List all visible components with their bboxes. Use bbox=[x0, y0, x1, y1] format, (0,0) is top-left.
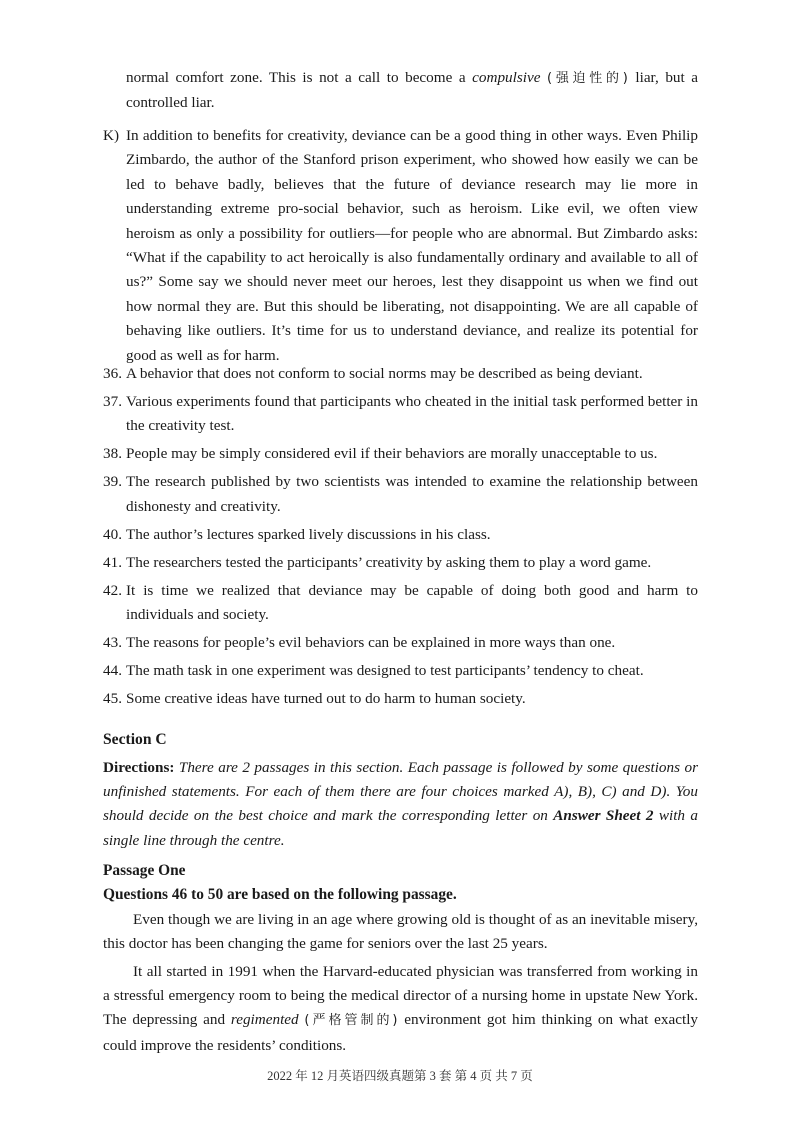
question-text: A behavior that does not conform to social norms may be described as being deviant. bbox=[126, 365, 643, 382]
paragraph-k bbox=[103, 124, 698, 368]
section-c bbox=[103, 728, 698, 1061]
question-text: Some creative ideas have turned out to do harm to human society. bbox=[126, 690, 526, 708]
question-number: 39. bbox=[103, 473, 122, 491]
question-number: 38. bbox=[103, 445, 122, 463]
paragraph-text: environment got him thinking on what exactly could improve the residents’ conditions. bbox=[103, 1011, 699, 1054]
passage-title: Passage One bbox=[103, 861, 186, 879]
question-item bbox=[103, 442, 698, 466]
question-number: 37. bbox=[103, 393, 122, 410]
question-text: It is time we realized that deviance may be capable of doing both good and harm to individuals and society. bbox=[126, 581, 698, 624]
question-number: 42. bbox=[103, 581, 122, 599]
vocab-term: compulsive bbox=[472, 69, 541, 86]
paragraph-label: K) bbox=[103, 127, 120, 144]
passage-subtitle: Questions 46 to 50 are based on the following passage. bbox=[103, 885, 457, 903]
question-item bbox=[103, 631, 698, 655]
continued-paragraph bbox=[126, 66, 698, 116]
directions-text: with a single line through the centre. bbox=[103, 807, 698, 849]
passage-paragraph bbox=[103, 960, 698, 1059]
question-item bbox=[103, 579, 698, 628]
vocab-term: regimented bbox=[230, 1011, 299, 1029]
directions-text: There are 2 passages in this section. Each passage is followed by some questions or unfinished statements. For each of them there are four choices marked A), B), C) and D). You should decide on the best choice and mark the corresponding letter on bbox=[103, 759, 698, 825]
question-number: 40. bbox=[103, 525, 122, 543]
paragraph-text: normal comfort zone. This is not a call to become a bbox=[126, 69, 473, 86]
question-number: 36. bbox=[103, 365, 122, 382]
question-text: People may be simply considered evil if their behaviors are morally unacceptable to us. bbox=[126, 445, 658, 463]
answer-sheet-ref: Answer Sheet 2 bbox=[553, 807, 654, 825]
question-item bbox=[103, 390, 698, 439]
question-number: 41. bbox=[103, 553, 122, 571]
passage-one bbox=[103, 859, 698, 1058]
question-text: The author’s lectures sparked lively discussions in his class. bbox=[126, 525, 491, 543]
chinese-gloss: (强迫性的) bbox=[547, 71, 629, 86]
chinese-gloss: (严格管制的) bbox=[304, 1013, 399, 1029]
paragraph-text: It all started in 1991 when the Harvard-educated physician was transferred from working in a stressful emergency room to being the medical director of a nursing home in upstate New York. The depressing and bbox=[103, 962, 698, 1029]
question-text: The research published by two scientists was intended to examine the relationship between dishonesty and creativity. bbox=[126, 473, 698, 515]
directions bbox=[103, 756, 698, 853]
footer-text: 2022 年 12 月英语四级真题第 3 套 第 4 页 共 7 页 bbox=[267, 1069, 533, 1083]
question-text: The researchers tested the participants’ creativity by asking them to play a word game. bbox=[126, 553, 652, 571]
directions-label: Directions: bbox=[103, 759, 175, 776]
question-text: The math task in one experiment was designed to test participants’ tendency to cheat. bbox=[126, 662, 644, 680]
question-text: The reasons for people’s evil behaviors can be explained in more ways than one. bbox=[126, 634, 616, 652]
question-item bbox=[103, 470, 698, 519]
passage-paragraph: Even though we are living in an age where growing old is thought of as an inevitable misery, this doctor has been changing the game for seniors over the last 25 years. bbox=[103, 910, 698, 953]
page-footer bbox=[0, 1066, 800, 1084]
question-item bbox=[103, 362, 698, 386]
question-item bbox=[103, 523, 698, 547]
question-number: 43. bbox=[103, 634, 122, 652]
matching-questions-list bbox=[103, 362, 698, 715]
section-title: Section C bbox=[103, 731, 167, 748]
question-item bbox=[103, 659, 698, 683]
question-item bbox=[103, 551, 698, 575]
question-number: 45. bbox=[103, 690, 122, 708]
paragraph-text: liar, but a controlled liar. bbox=[126, 69, 699, 112]
question-text: Various experiments found that participants who cheated in the initial task performed better in the creativity test. bbox=[126, 393, 698, 435]
question-number: 44. bbox=[103, 662, 122, 680]
question-item bbox=[103, 687, 698, 711]
paragraph-text: In addition to benefits for creativity, deviance can be a good thing in other ways. Even Philip Zimbardo, the author of the Stanford prison experiment, who showed how easily we can be led to behave badly, believes that the future of deviance research may lie more in understanding extreme pro-social behavior, such as heroism. Like evil, we often view heroism as only a possibility for outliers—for people who are abnormal. But Zimbardo asks: “What if the capability to act heroically is also fundamentally ordinary and available to all of us?” Some say we should never meet our heroes, lest they disappoint us when we find out how normal they are. But this should be liberating, not disappointing. We are all capable of behaving like outliers. It’s time for us to understand deviance, and realize its potential for good as well as for harm. bbox=[126, 127, 698, 364]
